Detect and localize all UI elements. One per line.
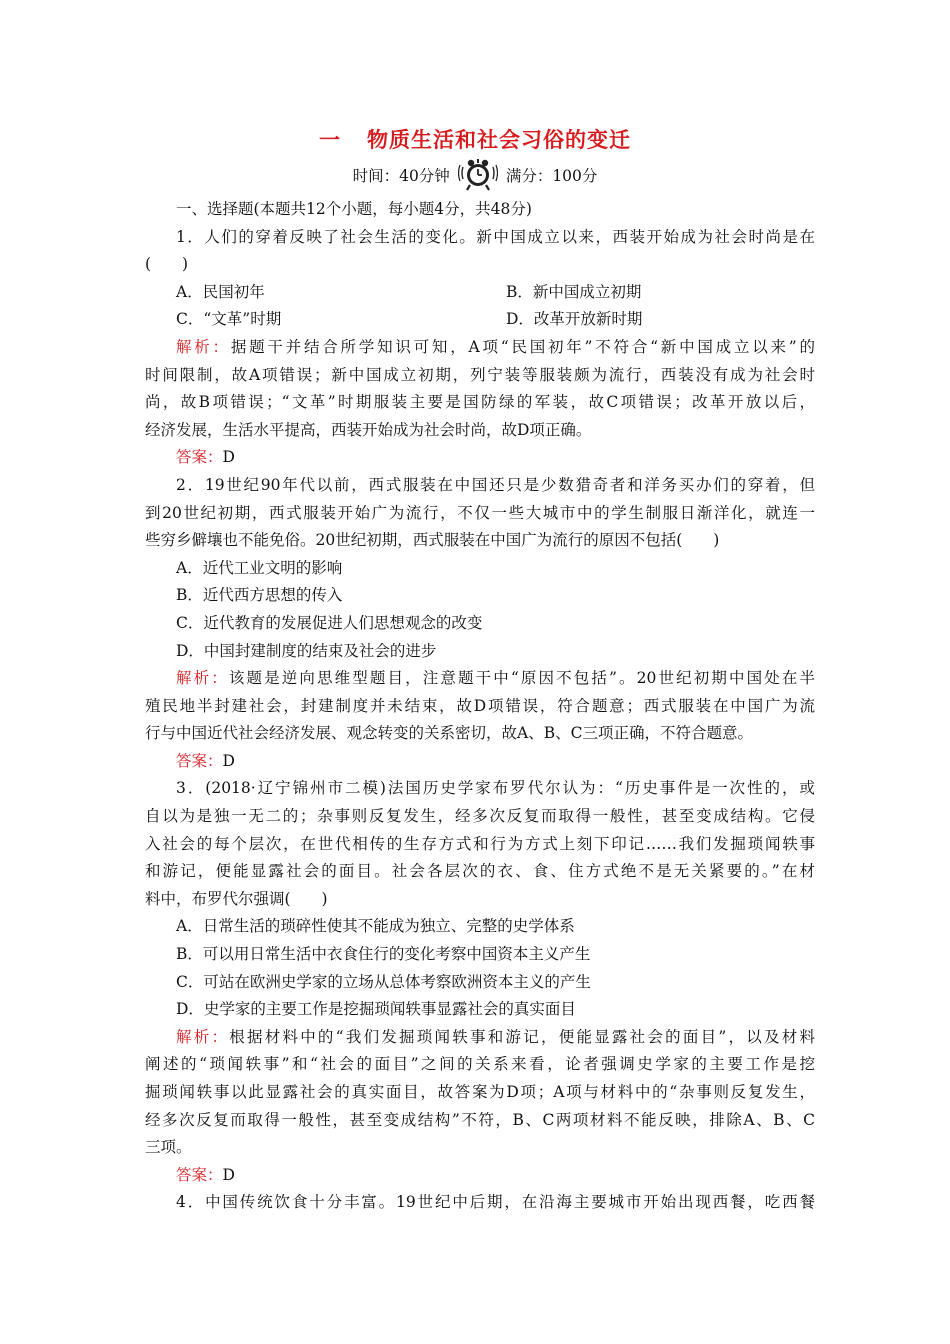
question-stem-line: 自以为是独一无二的；杂事则反复发生，经多次反复而取得一般性，甚至变成结构。它侵 [145,807,815,826]
analysis-label: 解析： [176,337,231,356]
question-stem-line: 些穷乡僻壤也不能免俗。20世纪初期，西式服装在中国广为流行的原因不包括( ) [145,531,720,550]
question-stem-line: 3．(2018·辽宁锦州市二模)法国历史学家布罗代尔认为：“历史事件是一次性的，或 [176,779,815,798]
analysis-line [145,1024,815,1052]
option-c: C．“文革”时期 [176,310,282,329]
option-b: B．新中国成立初期 [506,282,642,301]
option-b: B．近代西方思想的传入 [176,586,343,605]
question-stem-line: 料中，布罗代尔强调( ) [145,889,328,908]
option-b: B．可以用日常生活中衣食住行的变化考察中国资本主义产生 [176,945,591,964]
alarm-clock-icon [458,158,498,192]
analysis-text: 据题干并结合所学知识可知，A项“民国初年”不符合“新中国成立以来”的 [230,337,815,356]
option-d: D．改革开放新时期 [506,310,643,329]
question-stem-line: 2．19世纪90年代以前，西式服装在中国还只是少数猎奇者和洋务买办们的穿着，但 [176,475,815,494]
answer-value: D [222,1165,235,1184]
option-row [145,306,815,334]
option-a: A．民国初年 [176,282,265,301]
analysis-line: 殖民地半封建社会，封建制度并未结束，故D项错误，符合题意；西式服装在中国广为流 [145,696,815,715]
analysis-line: 经济发展，生活水平提高，西装开始成为社会时尚，故D项正确。 [145,420,592,439]
analysis-line [145,665,815,693]
option-d: D．史学家的主要工作是挖掘琐闻轶事显露社会的真实面目 [176,1000,576,1019]
answer-label: 答案： [176,1165,223,1184]
analysis-line: 三项。 [145,1138,192,1157]
analysis-line: 时间限制，故A项错误；新中国成立初期，列宁装等服装颇为流行，西装没有成为社会时 [145,365,815,384]
analysis-text: 该题是逆向思维型题目，注意题干中“原因不包括”。20世纪初期中国处在半 [228,669,815,688]
question-stem-line: 4．中国传统饮食十分丰富。19世纪中后期，在沿海主要城市开始出现西餐，吃西餐 [176,1193,815,1212]
answer-line [145,444,815,472]
question-1 [145,224,815,472]
question-4 [145,1189,815,1217]
analysis-line: 经多次反复而取得一般性，甚至变成结构”不符，B、C两项材料不能反映，排除A、B、C [145,1110,815,1129]
analysis-line: 掘琐闻轶事以此显露社会的真实面目，故答案为D项；A项与材料中的“杂事则反复发生， [145,1083,815,1101]
answer-value: D [222,751,235,770]
title-number: 一 [319,128,341,152]
question-2 [145,472,815,776]
full-score: 满分：100分 [505,167,598,185]
analysis-label: 解析： [176,669,229,688]
question-stem-line: 到20世纪初期，西式服装开始广为流行，不仅一些大城市中的学生制服日渐洋化，就连一 [145,503,815,522]
section-heading: 一、选择题(本题共12个小题，每小题4分，共48分) [176,200,532,218]
analysis-line [145,334,815,362]
answer-label: 答案： [176,751,223,770]
answer-value: D [222,448,235,467]
analysis-line: 行与中国近代社会经济发展、观念转变的关系密切，故A、B、C三项正确，不符合题意。 [145,724,753,743]
question-stem-line: 1．人们的穿着反映了社会生活的变化。新中国成立以来，西装开始成为社会时尚是在 [176,227,815,246]
page-title [0,124,950,154]
option-a: A．日常生活的琐碎性使其不能成为独立、完整的史学体系 [176,917,575,936]
question-3 [145,775,815,1189]
option-c: C．近代教育的发展促进人们思想观念的改变 [176,613,483,632]
question-stem-line: 和游记，便能显露社会的面目。社会各层次的衣、食、住方式绝不是无关紧要的。”在材 [145,862,815,881]
time-limit: 时间：40分钟 [352,167,450,185]
question-list [145,196,815,1217]
analysis-text: 根据材料中的“我们发掘琐闻轶事和游记，便能显露社会的面目”，以及材料 [229,1027,815,1046]
option-d: D．中国封建制度的结束及社会的进步 [176,641,437,660]
title-text: 物质生活和社会习俗的变迁 [367,128,631,152]
time-score-bar [0,158,950,192]
option-a: A．近代工业文明的影响 [176,558,343,577]
answer-line [145,1162,815,1190]
question-stem-line: ( ) [145,255,189,274]
analysis-line: 尚，故B项错误；“文革”时期服装主要是国防绿的军装，故C项错误；改革开放以后， [145,393,815,412]
option-row [145,279,815,307]
question-stem-line: 入社会的每个层次，在世代相传的生存方式和行为方式上刻下印记……我们发掘琐闻轶事 [145,834,815,853]
analysis-line: 阐述的“琐闻轶事”和“社会的面目”之间的关系来看，论者强调史学家的主要工作是挖 [145,1055,815,1074]
answer-label: 答案： [176,448,223,467]
answer-line [145,748,815,776]
option-c: C．可站在欧洲史学家的立场从总体考察欧洲资本主义的产生 [176,972,591,991]
analysis-label: 解析： [176,1027,230,1046]
